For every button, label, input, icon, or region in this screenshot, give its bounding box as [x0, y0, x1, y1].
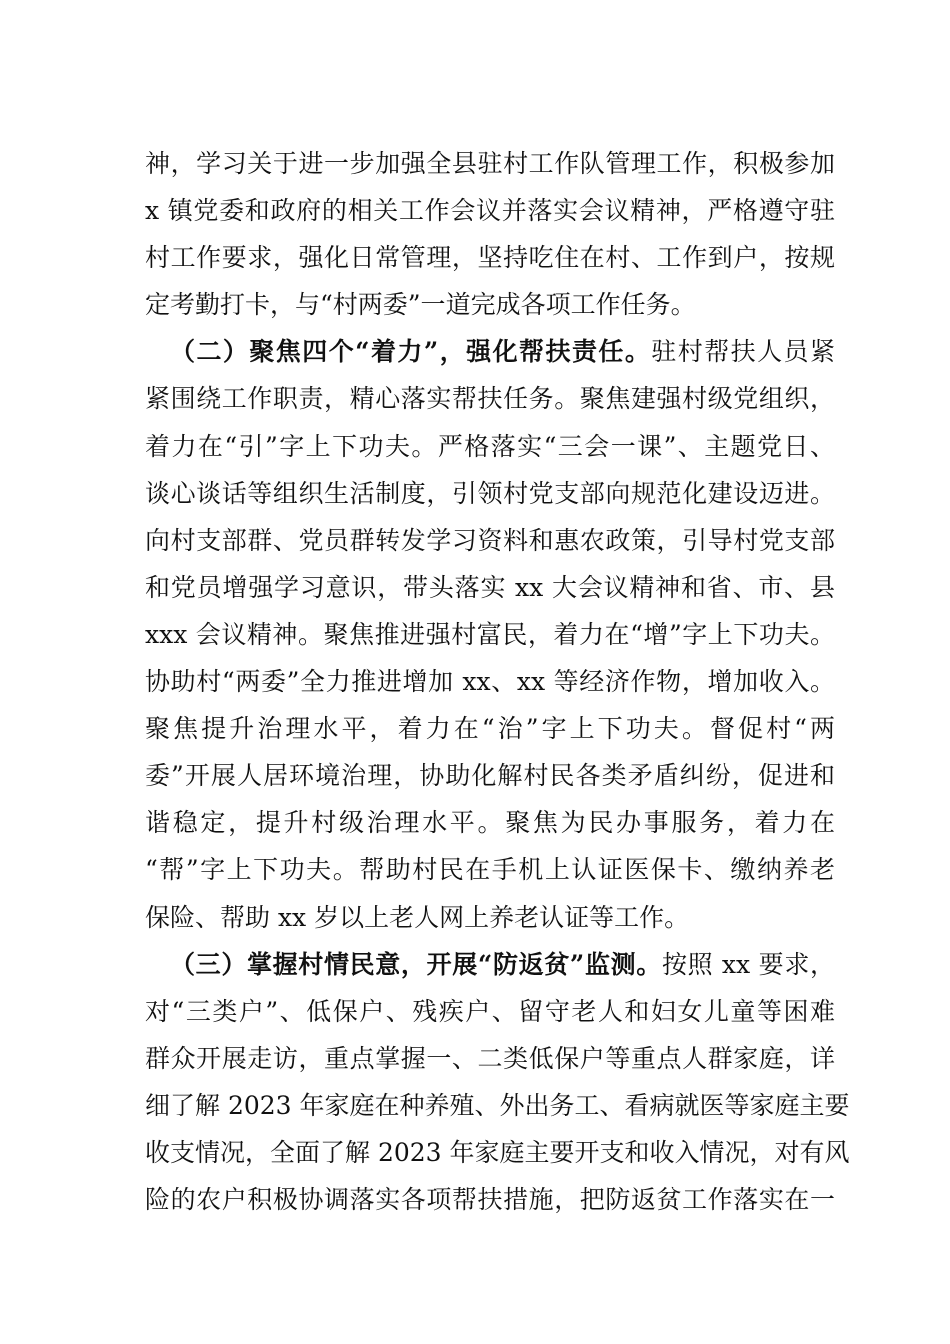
text-run: 驻村帮扶人员紧	[651, 337, 835, 367]
text-line: 谐稳定，提升村级治理水平。聚焦为民办事服务，着力在	[145, 808, 835, 838]
text-line: 协助村“两委”全力推进增加 xx、xx 等经济作物，增加收入。	[145, 667, 835, 697]
text-line: 聚焦提升治理水平，着力在“治”字上下功夫。督促村“两	[145, 714, 835, 744]
text-run: 按照 xx 要求，	[661, 949, 836, 979]
document-body	[145, 140, 850, 1223]
section-heading-2: （二）聚焦四个“着力”，强化帮扶责任。	[170, 337, 652, 367]
text-line: 着力在“引”字上下功夫。严格落实“三会一课”、主题党日、	[145, 431, 835, 461]
text-line: “帮”字上下功夫。帮助村民在手机上认证医保卡、缴纳养老	[145, 855, 835, 885]
text-line: 群众开展走访，重点掌握一、二类低保户等重点人群家庭，详	[145, 1043, 835, 1073]
text-line: 委”开展人居环境治理，协助化解村民各类矛盾纠纷，促进和	[145, 761, 835, 791]
text-line: 谈心谈话等组织生活制度，引领村党支部向规范化建设迈进。	[145, 478, 835, 508]
text-line: 保险、帮助 xx 岁以上老人网上养老认证等工作。	[145, 902, 690, 932]
text-line: 险的农户积极协调落实各项帮扶措施，把防返贫工作落实在一	[145, 1185, 835, 1215]
text-line: x 镇党委和政府的相关工作会议并落实会议精神，严格遵守驻	[145, 196, 835, 226]
text-line	[145, 328, 835, 375]
text-line: 和党员增强学习意识，带头落实 xx 大会议精神和省、市、县	[145, 572, 835, 602]
text-line: 对“三类户”、低保户、残疾户、留守老人和妇女儿童等困难	[145, 996, 835, 1026]
text-line: 紧围绕工作职责，精心落实帮扶任务。聚焦建强村级党组织，	[145, 384, 835, 414]
text-line: 定考勤打卡，与“村两委”一道完成各项工作任务。	[145, 290, 696, 320]
text-line: 细了解 2023 年家庭在种养殖、外出务工、看病就医等家庭主要	[145, 1090, 850, 1120]
section-heading-3: （三）掌握村情民意，开展“防返贫”监测。	[170, 949, 662, 979]
text-line: 神，学习关于进一步加强全县驻村工作队管理工作，积极参加	[145, 149, 835, 178]
text-line: 向村支部群、党员群转发学习资料和惠农政策，引导村党支部	[145, 525, 835, 555]
text-line: xxx 会议精神。聚焦推进强村富民，着力在“增”字上下功夫。	[145, 619, 835, 649]
text-line: 收支情况，全面了解 2023 年家庭主要开支和收入情况，对有风	[145, 1137, 850, 1167]
text-line: 村工作要求，强化日常管理，坚持吃住在村、工作到户，按规	[145, 243, 835, 273]
text-line	[145, 941, 835, 988]
